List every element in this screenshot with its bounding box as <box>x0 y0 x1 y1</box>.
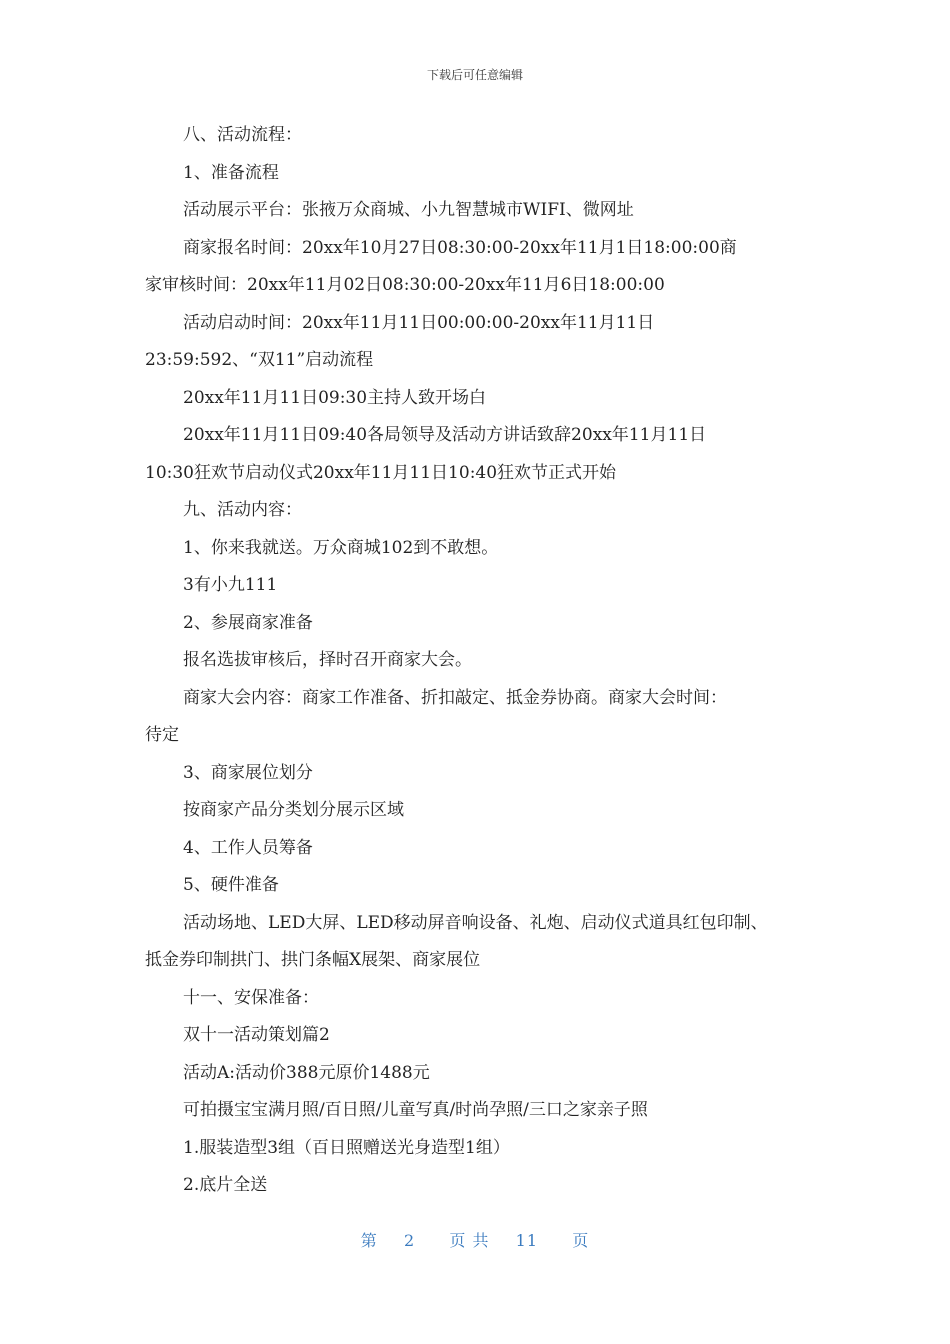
paragraph: 2.底片全送 <box>183 1175 268 1195</box>
paragraph: 商家大会内容：商家工作准备、折扣敲定、抵金券协商。商家大会时间： <box>183 687 727 708</box>
paragraph: 抵金券印制拱门、拱门条幅X展架、商家展位 <box>145 950 481 970</box>
paragraph: 3、商家展位划分 <box>183 762 313 783</box>
paragraph: 报名选拔审核后，择时召开商家大会。 <box>183 650 472 670</box>
footer-label-pages: 页 <box>572 1231 590 1250</box>
document-body <box>145 117 815 1205</box>
paragraph: 活动场地、LED大屏、LED移动屏音响设备、礼炮、启动仪式道具红包印制、 <box>183 912 768 933</box>
paragraph: 4、工作人员筹备 <box>183 837 313 858</box>
paragraph: 1、准备流程 <box>183 162 279 183</box>
paragraph: 活动A:活动价388元原价1488元 <box>183 1062 430 1083</box>
page-footer <box>0 1228 950 1251</box>
paragraph: 20xx年11月11日09:40各局领导及活动方讲话致辞20xx年11月11日 <box>183 425 707 445</box>
paragraph: 家审核时间：20xx年11月02日08:30:00-20xx年11月6日18:00:00 <box>145 275 665 295</box>
paragraph: 可拍摄宝宝满月照/百日照/儿童写真/时尚孕照/三口之家亲子照 <box>183 1100 648 1120</box>
paragraph: 20xx年11月11日09:30主持人致开场白 <box>183 387 487 408</box>
footer-label-of: 页 共 <box>449 1231 490 1250</box>
footer-current-page: 2 <box>403 1231 416 1250</box>
paragraph: 1.服装造型3组（百日照赠送光身造型1组） <box>183 1137 510 1158</box>
paragraph: 待定 <box>145 725 179 745</box>
footer-total-pages: 11 <box>515 1231 538 1250</box>
footer-label-page: 第 <box>360 1231 378 1250</box>
paragraph: 九、活动内容： <box>183 500 302 520</box>
paragraph: 10:30狂欢节启动仪式20xx年11月11日10:40狂欢节正式开始 <box>145 462 617 483</box>
paragraph: 23:59:592、“双11”启动流程 <box>145 350 374 370</box>
paragraph: 2、参展商家准备 <box>183 612 313 633</box>
page-header: 下载后可任意编辑 <box>426 68 523 82</box>
paragraph: 八、活动流程： <box>183 125 302 145</box>
paragraph: 活动启动时间：20xx年11月11日00:00:00-20xx年11月11日 <box>183 312 655 333</box>
paragraph: 按商家产品分类划分展示区域 <box>183 800 404 820</box>
paragraph: 1、你来我就送。万众商城102到不敢想。 <box>183 537 499 558</box>
paragraph: 活动展示平台：张掖万众商城、小九智慧城市WIFI、微网址 <box>183 200 634 220</box>
paragraph: 商家报名时间：20xx年10月27日08:30:00-20xx年11月1日18:00:00商 <box>183 237 737 258</box>
paragraph: 5、硬件准备 <box>183 875 279 895</box>
paragraph: 十一、安保准备： <box>183 987 319 1008</box>
paragraph: 双十一活动策划篇2 <box>183 1025 330 1045</box>
paragraph: 3有小九111 <box>183 575 278 595</box>
